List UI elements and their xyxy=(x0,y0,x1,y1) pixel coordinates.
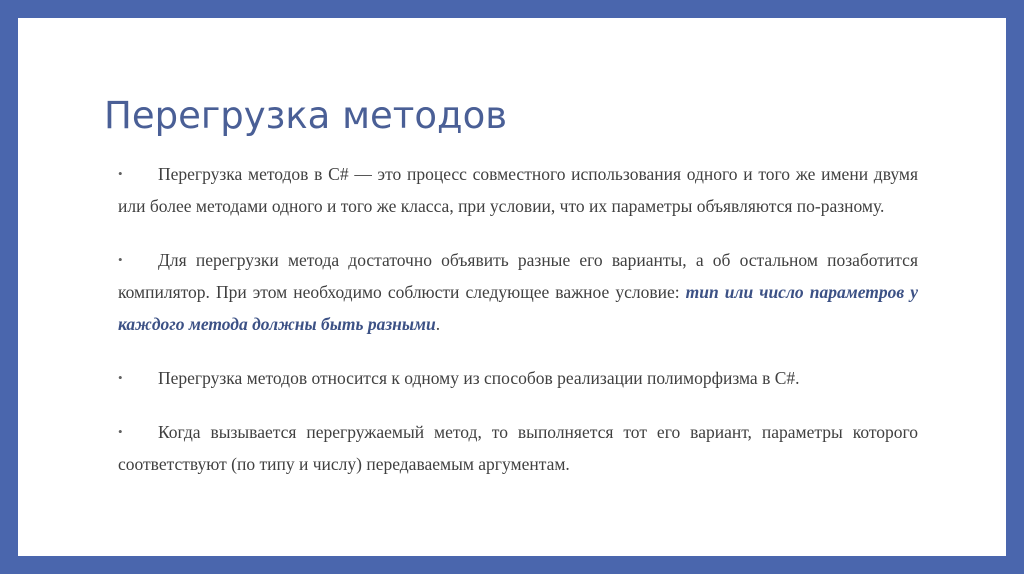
bullet-item-3 xyxy=(118,362,918,394)
bullet-text: Перегрузка методов в C# — это процесс совместного использования одного и того же имени двумя или более методами одного и того же класса, при условии, что их параметры объявляются по-разному. xyxy=(118,164,918,216)
slide xyxy=(18,18,1006,556)
bullet-item-4 xyxy=(118,416,918,480)
bullet-text-end: . xyxy=(435,314,441,334)
bullet-list xyxy=(118,158,918,480)
bullet-emphasis: тип или число параметров у каждого метода должны быть разными xyxy=(118,282,918,334)
bullet-text: Для перегрузки метода достаточно объявить разные его варианты, а об остальном позаботится компилятор. При этом необходимо соблюсти следующее важное условие: xyxy=(118,250,918,302)
bullet-text: Когда вызывается перегружаемый метод, то выполняется тот его вариант, параметры которого соответствуют (по типу и числу) передаваемым аргументам. xyxy=(118,422,918,474)
bullet-marker: • xyxy=(118,252,123,267)
bullet-marker: • xyxy=(118,424,123,439)
bullet-marker: • xyxy=(118,166,123,181)
bullet-text: Перегрузка методов относится к одному из способов реализации полиморфизма в C#. xyxy=(158,368,800,388)
bullet-marker: • xyxy=(118,370,123,385)
slide-title: Перегрузка методов xyxy=(104,94,508,137)
bullet-item-2 xyxy=(118,244,918,340)
bullet-item-1 xyxy=(118,158,918,222)
